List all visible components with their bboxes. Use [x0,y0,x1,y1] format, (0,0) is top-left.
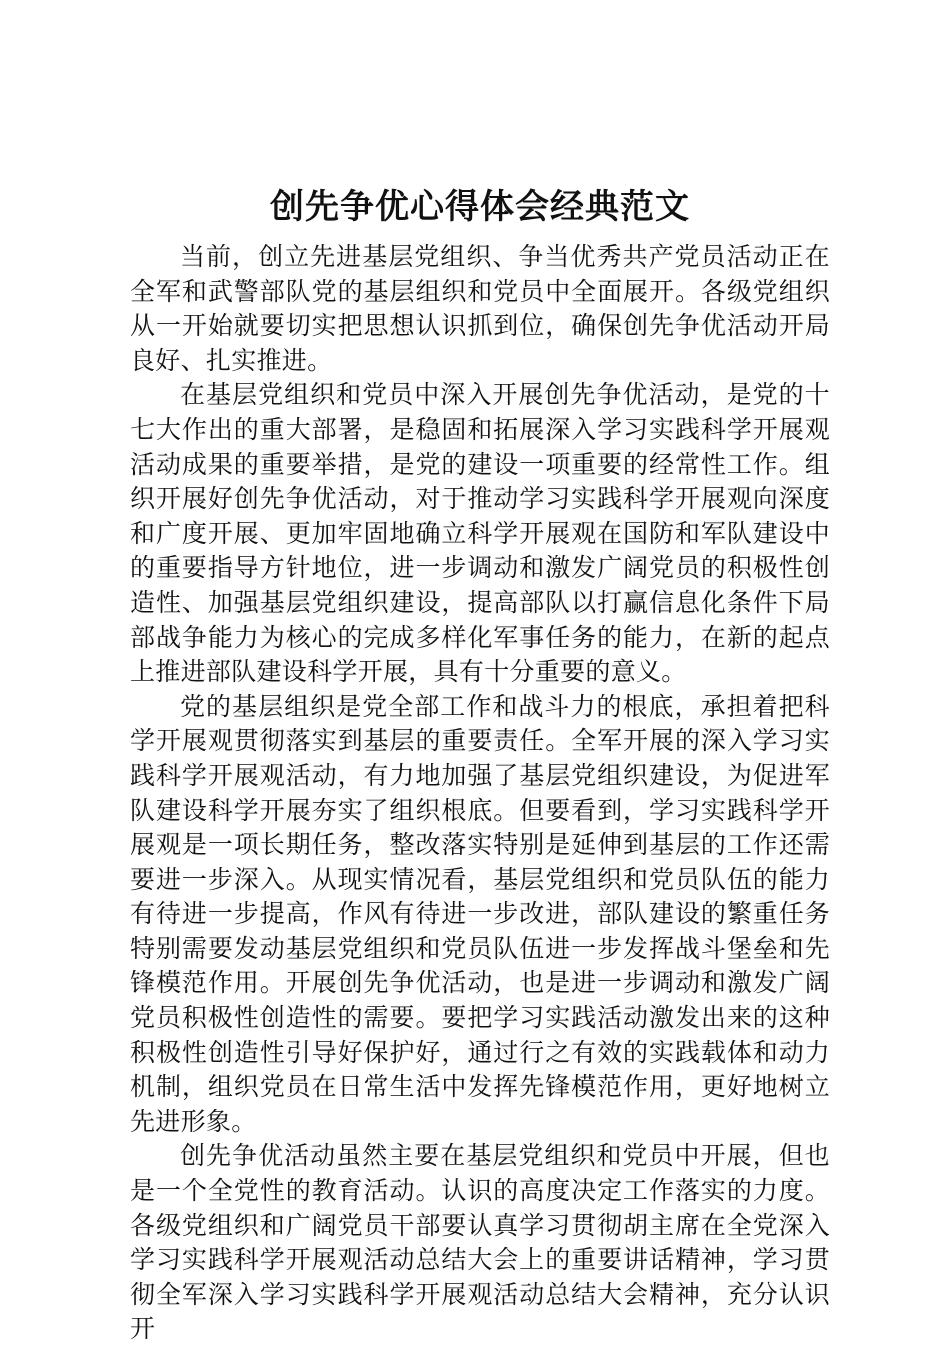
document-title: 创先争优心得体会经典范文 [270,187,690,227]
paragraph-party-wide: 创先争优活动虽然主要在基层党组织和党员中开展，但也是一个全党性的教育活动。认识的高度决定工作落实的力度。各级党组织和广阔党员干部要认真学习贯彻胡主席在全党深入学习实践科学开展观活动总结大会上的重要讲话精神，学习贯彻全军深入学习实践科学开展观活动总结大会精神，充分认识开 [130,1141,830,1344]
paragraph-significance: 在基层党组织和党员中深入开展创先争优活动，是党的十七大作出的重大部署，是稳固和拓展深入学习实践科学开展观活动成果的重要举措，是党的建设一项重要的经常性工作。组织开展好创先争优活动，对于推动学习实践科学开展观向深度和广度开展、更加牢固地确立科学开展观在国防和军队建设中的重要指导方针地位，进一步调动和激发广阔党员的积极性创造性、加强基层党组织建设，提高部队以打赢信息化条件下局部战争能力为核心的完成多样化军事任务的能力，在新的起点上推进部队建设科学开展，具有十分重要的意义。 [130,380,830,687]
paragraph-intro: 当前，创立先进基层党组织、争当优秀共产党员活动正在全军和武警部队党的基层组织和党员中全面展开。各级党组织从一开始就要切实把思想认识抓到位，确保创先争优活动开局良好、扎实推进。 [130,242,830,375]
document-page [130,178,830,1347]
paragraph-foundation: 党的基层组织是党全部工作和战斗力的根底，承担着把科学开展观贯彻落实到基层的重要责任。全军开展的深入学习实践科学开展观活动，有力地加强了基层党组织建设，为促进军队建设科学开展夯实了组织根底。但要看到，学习实践科学开展观是一项长期任务，整改落实特别是延伸到基层的工作还需要进一步深入。从现实情况看，基层党组织和党员队伍的能力有待进一步提高，作风有待进一步改进，部队建设的繁重任务特别需要发动基层党组织和党员队伍进一步发挥战斗堡垒和先锋模范作用。开展创先争优活动，也是进一步调动和激发广阔党员积极性创造性的需要。要把学习实践活动激发出来的这种积极性创造性引导好保护好，通过行之有效的实践载体和动力机制，组织党员在日常生活中发挥先锋模范作用，更好地树立先进形象。 [130,691,830,1136]
